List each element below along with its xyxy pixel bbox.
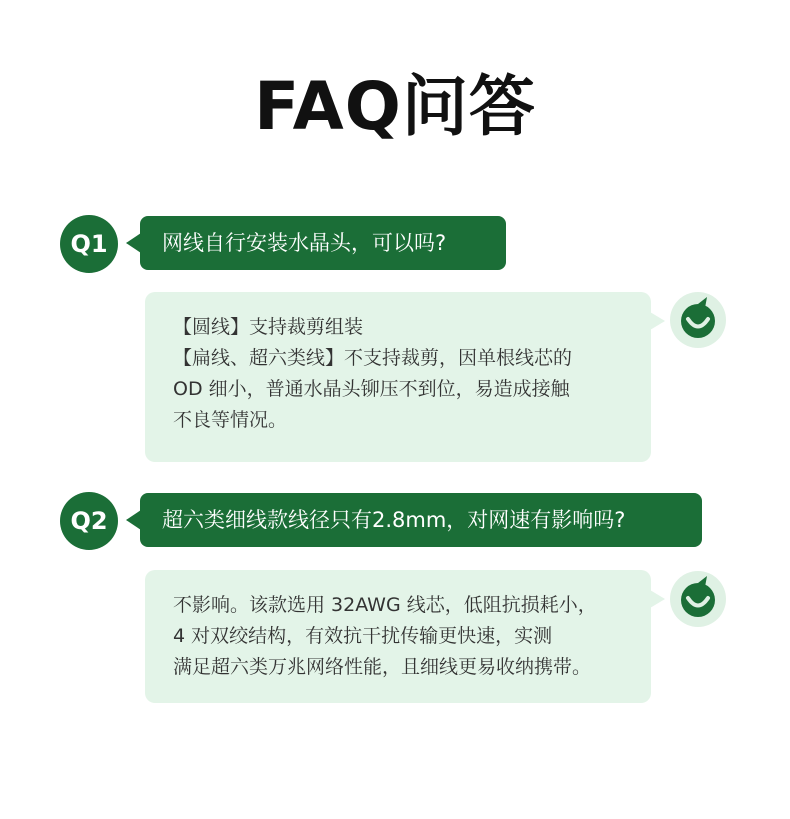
q1-answer-bubble (145, 292, 651, 462)
q1-answer-line: OD 细小，普通水晶头铆压不到位，易造成接触 (173, 378, 570, 400)
q2-answer-bubble (145, 570, 651, 703)
answer-avatar-icon (670, 571, 726, 627)
q2-question-bubble: 超六类细线款线径只有2.8mm，对网速有影响吗? (140, 493, 702, 547)
q2-answer-line: 不影响。该款选用 32AWG 线芯，低阻抗损耗小， (173, 594, 597, 616)
q1-question-bubble: 网线自行安装水晶头，可以吗? (140, 216, 506, 270)
q1-badge: Q1 (60, 215, 118, 273)
q1-answer-line: 不良等情况。 (173, 409, 288, 431)
page-title: FAQ问答 (254, 68, 536, 145)
q1-answer-line: 【扁线、超六类线】不支持裁剪，因单根线芯的 (173, 347, 573, 369)
answer-avatar-icon (670, 292, 726, 348)
q2-answer-line: 4 对双绞结构，有效抗干扰传输更快速，实测 (173, 625, 553, 647)
q2-badge: Q2 (60, 492, 118, 550)
q2-answer-line: 满足超六类万兆网络性能，且细线更易收纳携带。 (173, 656, 592, 678)
q1-answer-line: 【圆线】支持裁剪组装 (173, 316, 364, 338)
